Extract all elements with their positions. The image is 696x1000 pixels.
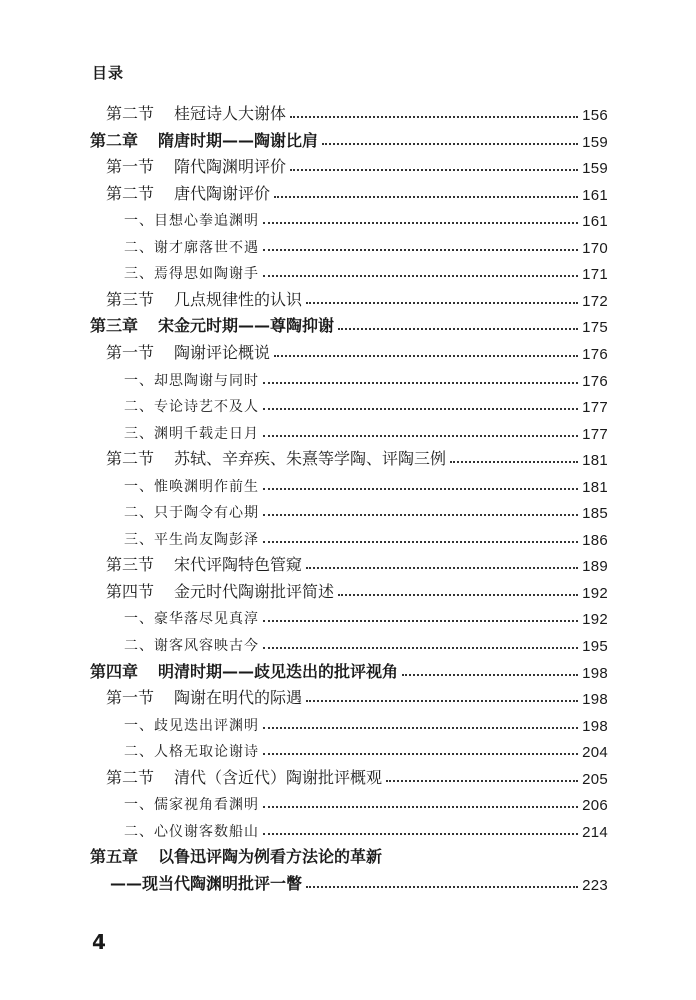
- toc-entry-label: [124, 423, 259, 443]
- toc-entry-page: 170: [582, 239, 608, 257]
- toc-entry-page: 198: [582, 717, 608, 735]
- toc-entry-label: [106, 765, 382, 788]
- dot-leader: [263, 806, 578, 808]
- toc-entry-title: 渊明千载走日月: [154, 425, 259, 442]
- toc-entry-label: [106, 552, 302, 575]
- toc-entry-section: [106, 98, 608, 124]
- toc-entry-label: [90, 128, 318, 151]
- toc-entry-chapter: [90, 841, 608, 867]
- toc-entry-label: [106, 154, 286, 177]
- toc-entry-item: [124, 602, 608, 628]
- toc-entry-title: 几点规律性的认识: [174, 289, 303, 309]
- toc-entry-number: 一、: [124, 213, 154, 230]
- toc-entry-title: 宋代评陶特色管窥: [174, 555, 303, 575]
- dot-leader: [263, 541, 578, 543]
- toc-entry-label: [124, 210, 259, 230]
- toc-entry-page: 186: [582, 531, 608, 549]
- toc-entry-page: 214: [582, 823, 608, 841]
- toc-entry-item: [124, 231, 608, 257]
- toc-entry-label: [124, 237, 259, 257]
- toc-entry-label: [124, 370, 259, 390]
- toc-entry-title: 豪华落尽见真淳: [154, 611, 259, 628]
- toc-entry-page: 192: [582, 584, 608, 602]
- dot-leader: [263, 647, 578, 649]
- toc-entry-title: 金元时代陶谢批评简述: [174, 581, 335, 601]
- toc-entry-page: 176: [582, 372, 608, 390]
- toc-entry-label: [124, 529, 259, 549]
- dot-leader: [338, 594, 578, 596]
- toc-entry-page: 198: [582, 664, 608, 682]
- toc-entry-title: 陶谢在明代的际遇: [174, 688, 303, 708]
- toc-entry-label: [124, 741, 259, 761]
- toc-entry-page: 205: [582, 770, 608, 788]
- toc-entry-number: 二、: [124, 823, 154, 840]
- toc-entry-number: 第二章: [90, 130, 139, 150]
- toc-entry-section: [106, 682, 608, 708]
- toc-entry-section: [106, 178, 608, 204]
- toc-entry-page: 171: [582, 266, 608, 284]
- toc-entry-section: [106, 762, 608, 788]
- toc-entry-page: 192: [582, 611, 608, 629]
- toc-entry-number: 一、: [124, 797, 154, 814]
- toc-entry-page: 159: [582, 133, 608, 151]
- page-number: 4: [92, 930, 106, 954]
- toc-entry-number: 二、: [124, 239, 154, 256]
- toc-entry-label: [106, 685, 302, 708]
- toc-entry-chapter: [90, 310, 608, 336]
- dot-leader: [450, 461, 578, 463]
- toc-entry-number: 二、: [124, 638, 154, 654]
- toc-entry-title: 平生尚友陶彭泽: [154, 531, 259, 548]
- toc-entry-number: 二、: [124, 744, 154, 761]
- toc-entry-title: 目想心拳追渊明: [154, 213, 259, 230]
- toc-entry-section: [106, 549, 608, 575]
- dot-leader: [306, 700, 578, 702]
- toc-entry-page: 161: [582, 213, 608, 231]
- toc-entry-number: 第二节: [106, 183, 155, 203]
- dot-leader: [263, 275, 578, 277]
- toc-entry-number: 第四章: [90, 661, 139, 681]
- toc-entry-label: [90, 844, 382, 867]
- toc-entry-title: 陶谢评论概说: [174, 342, 271, 362]
- toc-entry-label: [90, 313, 334, 336]
- toc-entry-number: 第五章: [90, 847, 139, 867]
- toc-entry-page: 172: [582, 292, 608, 310]
- toc-entry-number: 第三章: [90, 316, 139, 336]
- toc-entry-section: [106, 337, 608, 363]
- toc-entry-title: 隋代陶渊明评价: [174, 157, 287, 177]
- toc-entry-label: [124, 476, 259, 496]
- toc-entry-title: 心仪谢客数船山: [154, 823, 259, 840]
- toc-entry-item: [124, 204, 608, 230]
- toc-entry-item: [124, 470, 608, 496]
- toc-entry-page: 177: [582, 399, 608, 417]
- toc-entry-page: 161: [582, 186, 608, 204]
- toc-entry-title: 桂冠诗人大谢体: [174, 104, 287, 123]
- toc-entry-label: [90, 659, 398, 682]
- toc-entry-item: [124, 735, 608, 761]
- toc-entry-number: 三、: [124, 266, 154, 283]
- toc-entry-title: 清代（含近代）陶谢批评概观: [174, 767, 383, 787]
- toc-entry-number: 第二节: [106, 449, 155, 469]
- toc-entry-item: [124, 788, 608, 814]
- toc-entry-number: 一、: [124, 611, 154, 628]
- toc-entry-number: 第三节: [106, 555, 155, 575]
- toc-entry-title: 唐代陶谢评价: [174, 183, 271, 203]
- dot-leader: [290, 116, 578, 118]
- toc-entry-page: 206: [582, 797, 608, 815]
- toc-entry-page: 159: [582, 160, 608, 178]
- toc-entry-item: [124, 364, 608, 390]
- toc-entry-label: [110, 871, 302, 894]
- toc-entry-title: 惟唤渊明作前生: [154, 478, 259, 495]
- toc-entry-number: 第二节: [106, 767, 155, 787]
- toc-entry-section: [106, 576, 608, 602]
- dot-leader: [402, 674, 578, 676]
- toc-entry-title: 以鲁迅评陶为例看方法论的革新: [158, 847, 383, 867]
- toc-entry-item: [124, 815, 608, 841]
- dot-leader: [274, 355, 578, 357]
- toc-entry-label: [124, 608, 259, 628]
- dot-leader: [263, 435, 578, 437]
- dot-leader: [263, 222, 578, 224]
- toc-entry-title: 儒家视角看渊明: [154, 797, 259, 814]
- toc-entry-page: 223: [582, 876, 608, 894]
- toc-entry-title: 歧见迭出评渊明: [154, 717, 259, 734]
- toc-entry-chapter: [90, 125, 608, 151]
- dot-leader: [263, 833, 578, 835]
- toc-entry-page: 198: [582, 691, 608, 709]
- dot-leader: [263, 488, 578, 490]
- toc-entry-item: [124, 523, 608, 549]
- dot-leader: [306, 302, 578, 304]
- toc-entry-page: 181: [582, 452, 608, 470]
- toc-entry-number: 第四节: [106, 581, 155, 601]
- toc-entry-item: [124, 257, 608, 283]
- toc-entry-label: [106, 446, 446, 469]
- toc-entry-label: [124, 502, 259, 522]
- dot-leader: [263, 408, 578, 410]
- toc-entry-item: [124, 496, 608, 522]
- dot-leader: [263, 753, 578, 755]
- dot-leader: [263, 249, 578, 251]
- toc-entry-title: 谢才廓落世不遇: [154, 239, 259, 256]
- toc-entry-title: 专论诗艺不及人: [154, 399, 259, 416]
- dot-leader: [263, 514, 578, 516]
- toc-entry-label: [124, 396, 259, 416]
- toc-entry-section: [106, 284, 608, 310]
- toc-entry-title: 人格无取论谢诗: [154, 744, 259, 761]
- toc-entry-item: [124, 390, 608, 416]
- toc-entry-label: [124, 635, 259, 655]
- dot-leader: [386, 780, 578, 782]
- toc-entry-label: [124, 715, 259, 735]
- toc-entry-number: 第一节: [106, 688, 155, 708]
- toc-entry-title: 明清时期——歧见迭出的批评视角: [158, 661, 399, 681]
- toc-entry-number: 第三节: [106, 289, 155, 309]
- toc-entry-number: 一、: [124, 717, 154, 734]
- toc-entry-number: 二、: [124, 399, 154, 416]
- dot-leader: [274, 196, 578, 198]
- dot-leader: [306, 567, 578, 569]
- toc-entry-item: [124, 709, 608, 735]
- toc-entry-title: 却思陶谢与同时: [154, 372, 259, 389]
- page-header: 目录: [92, 64, 125, 82]
- toc-entry-page: 195: [582, 638, 608, 655]
- toc-entry-page: 189: [582, 558, 608, 576]
- toc-entry-item: [124, 417, 608, 443]
- toc-entry-number: 第一节: [106, 157, 155, 177]
- toc-entry-label: [124, 821, 259, 841]
- dot-leader: [290, 169, 578, 171]
- toc-entry-label: [124, 263, 259, 283]
- toc-entry-number: 三、: [124, 425, 154, 442]
- dot-leader: [338, 328, 578, 330]
- toc-entry-page: 204: [582, 744, 608, 762]
- toc-entry-label: [106, 579, 334, 602]
- toc-entry-page: 181: [582, 478, 608, 496]
- toc-entry-number: 第一节: [106, 342, 155, 362]
- toc-entry-section: [106, 151, 608, 177]
- dot-leader: [263, 382, 578, 384]
- toc-entry-title: 只于陶令有心期: [154, 505, 259, 522]
- dot-leader: [263, 727, 578, 729]
- toc-entry-title: 谢客风容映古今: [154, 638, 259, 654]
- toc-entry-number: 二、: [124, 505, 154, 522]
- toc-entry-section: [106, 443, 608, 469]
- toc-entry-title: 苏轼、辛弃疾、朱熹等学陶、评陶三例: [174, 449, 447, 469]
- toc-entry-page: 175: [582, 319, 608, 337]
- toc-entry-label: [106, 340, 270, 363]
- toc-entry-number: 一、: [124, 372, 154, 389]
- toc-entry-number: 三、: [124, 531, 154, 548]
- toc-entry-label: [106, 181, 270, 204]
- dot-leader: [322, 143, 578, 145]
- toc-entry-title: 焉得思如陶谢手: [154, 266, 259, 283]
- toc-entry-label: [106, 101, 286, 124]
- toc-entry-label: [124, 794, 259, 814]
- dot-leader: [263, 620, 578, 622]
- toc-entry-number: 一、: [124, 478, 154, 495]
- toc-entry-number: 第二节: [106, 104, 155, 123]
- toc-entry-page: 185: [582, 505, 608, 523]
- toc-entry-label: [106, 287, 302, 310]
- toc-entry-page: 176: [582, 345, 608, 363]
- toc-entry-title: 隋唐时期——陶谢比肩: [158, 130, 319, 150]
- toc-entry-title: ——现当代陶渊明批评一瞥: [110, 873, 303, 893]
- toc-entry-cont: [110, 868, 608, 894]
- toc-entry-chapter: [90, 656, 608, 682]
- dot-leader: [306, 886, 578, 888]
- toc-entry-item: [124, 629, 608, 655]
- toc-entry-title: 宋金元时期——尊陶抑谢: [158, 316, 335, 336]
- toc-entry-page: 177: [582, 425, 608, 443]
- toc-entry-page: 156: [582, 107, 608, 124]
